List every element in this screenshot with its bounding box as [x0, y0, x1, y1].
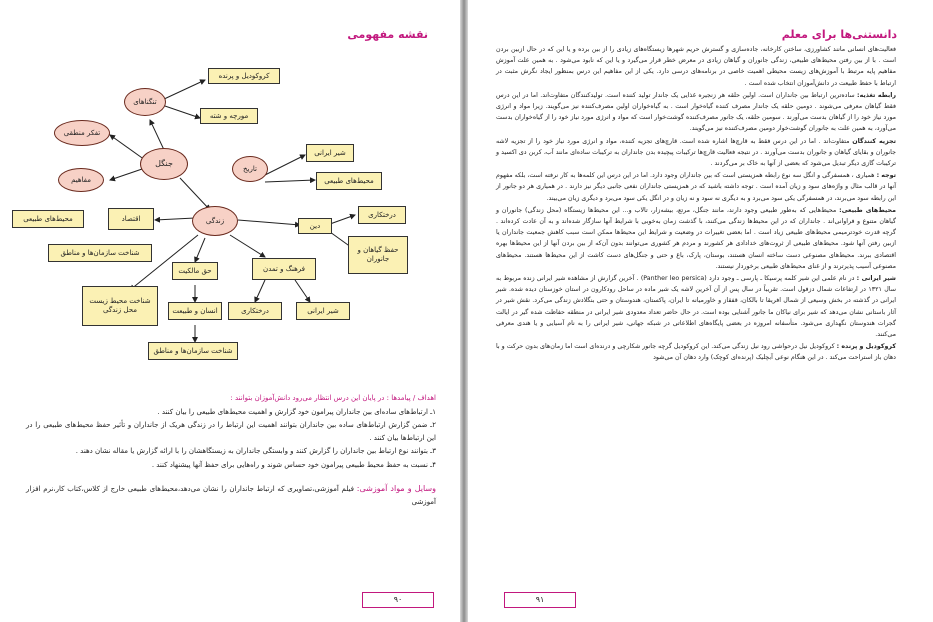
node-economy: اقتصاد	[108, 208, 154, 230]
node-history: تاریخ	[232, 156, 268, 182]
note-paragraph	[496, 90, 896, 135]
note-lead: تجزیه کنندگان	[852, 137, 896, 145]
node-fences: تنگناهای	[124, 88, 166, 116]
node-religion: دین	[298, 218, 332, 234]
note-lead: شیر ایرانی :	[856, 275, 896, 283]
node-crocodile: کروکودیل و پرنده	[208, 68, 280, 84]
concept-map-title: نقشه مفهومی	[347, 28, 428, 41]
note-text: در نام علمی این شیر کلمه پرسیکا ـ پارسی ـ وجود دارد (Panther leo persica) . آخرین گزارش از مشاهده شیر ایرانی زنده مربوط به سال ۱۳۲۱ در ارتفاعات شمال دزفول است. تقریباً در سال پس از آن آخرین لاشه یک شیر ماده در ساحل رودکارون در استان خوزستان دیده شده. شیر ایرانی در گذشته در بخش وسیعی از شمال افریقا تا بالکان، قفقاز و خاورمیانه تا ایران، پاکستان، هندوستان و حتی بنگلادش زندگی می‌کرد. نقش شیر در آثار باستانی نشان می‌دهد که شیر برای نیاکان ما جانور آشنایی بوده است. در حال حاضر تعداد معدودی شیر ایرانی در منطقه حفاظت شده گیر در ایالت گجرات هندوستان نگهداری می‌شود. متأسفانه امروزه در بعضی پایگاه‌های اطلاعاتی در شبکه جهانی، شیر ایرانی را به نام آسیایی و یا هندی معرفی می‌کنند.	[496, 275, 896, 339]
note-text: متفاوت‌اند . اما در این درس فقط به قارچ‌ها اشاره شده است. قارچ‌های تجزیه کننده، مواد و انرژی مورد نیاز خود را از تجزیه لاشه جانوران و بقایای گیاهان و جانوران بدست می‌آورند . در نتیجه فعالیت قارچ‌ها ترکیبات پیچیده بدن جانداران به ترکیبات ساده‌ای مانند آب، کربن دی اکسید و ترکیبات گازی دیگر تبدیل می‌شود که بعضی از آنها به خاک بر می‌گردند .	[496, 137, 896, 168]
node-environments-a: محیط‌های طبیعی	[12, 210, 84, 228]
node-protect-plants: حفظ گیاهان و جانوران	[348, 236, 408, 274]
teacher-notes-body	[496, 44, 896, 365]
note-text: فعالیت‌های انسانی مانند کشاورزی، ساختن کارخانه، جاده‌سازی و گسترش حریم شهرها زیستگاه‌های زیادی را از بین برده و یا این که در حال ازبین بردن است . با از بین رفتن محیط‌های طبیعی، زندگی جانوران و گیاهان زیادی در معرض خطر قرار می‌گیرد و یا این که نابود می‌شود . به همین علت آموزش مفاهیم پایه مرتبط با آموزش‌های زیست محیطی اهمیت خاصی در برنامه‌های درسی دارد. یکی از این مفاهیم این درس بمنظور ایجاد نگرش مثبت در ارتباط با حفظ طبیعت در دانش‌آموزان انتخاب شده است .	[496, 46, 896, 87]
objectives-heading: اهداف / پیامدها : در پایان این درس انتظار می‌رود دانش‌آموزان بتوانند :	[230, 394, 436, 402]
objective-item: ۲ـ ضمن گزارش ارتباط‌های ساده بین جانداران بتوانند اهمیت این ارتباط را در زندگی هریک از جانداران و تأثیر حفظ محیط‌های طبیعی را در این ارتباط‌ها بیان کنند .	[26, 421, 436, 442]
node-concepts: مفاهیم	[58, 168, 104, 192]
node-ant-tree: مورچه و شته	[200, 108, 258, 124]
note-paragraph	[496, 341, 896, 363]
node-protect-orgs-b: شناخت سازمان‌ها و مناطق	[148, 342, 238, 360]
node-environments-b: محیط‌های طبیعی	[316, 172, 382, 190]
note-text: ساده‌ترین ارتباط بین جانداران است. اولین حلقه هر زنجیره غذایی یک جاندار تولید کننده است. تولیدکنندگان متفاوت‌اند. اما در این درس فقط گیاهان معرفی می‌شوند . دومین حلقه یک جاندار مصرف کننده گیاه‌خوار است . به گیاه‌خواران اولین مصرف‌کننده نیز می‌گویند. زیرا مواد و انرژی مورد نیاز خود را از گیاهان بدست می‌آورند . سومین حلقه، یک جانور مصرف‌کننده گوشت‌خوار است که مواد و انرژی مورد نیاز خود را از گیاه‌خواران بدست می‌آورد، به همین علت به جانوران گوشت‌خوار دومین مصرف‌کننده نیز می‌گویند.	[496, 91, 896, 133]
node-culture: فرهنگ و تمدن	[252, 258, 316, 280]
note-text: همیاری ، همسفرگی و انگل سه نوع رابطه همزیستی است که بین جانداران وجود دارد. اما در این درس این کلمه‌ها به کار نرفته است، بلکه مفهوم آنها در قالب مثال و واژه‌های سود و زیان آمده است . توجه داشته باشید که در همزیستی جانداران نفعی جانبی دیگر نیز دارند . در همیاری هر دو جانور از این رابطه سود می‌برند، در همسفرگی یکی سود می‌برد و به دیگری نه سود و نه زیان و در انگل یکی سود می‌برد و دیگری زیان می‌بیند.	[496, 172, 896, 202]
note-paragraph	[496, 44, 896, 89]
node-tree-planting-a: درختکاری	[358, 206, 406, 224]
note-text: محیط‌هایی که به‌طور طبیعی وجود دارند، مانند جنگل، مرتع، بیشه‌زار، تالاب و... این محیط‌ها زیستگاه (محل زندگی) جانوران و گیاهان متنوع و فراوانی‌اند . جانداران که در این محیط‌ها زندگی می‌کنند، با گذشت زمان به‌خوبی با شرایط آنها سازگار شده‌اند و به آن عادت کرده‌اند . گرچه قدرت خودترمیمی محیط‌های طبیعی زیاد است . اما بعضی تغییرات در وضعیت و شرایط این محیط‌ها ممکن است سبب کاهش جمعیت جانداران یا ازبین رفتن آنها شود. محیط‌های طبیعی از ثروت‌های خدادادی هر کشورند و مردم هر کشوری می‌توانند بدون آن‌که از بین بردن آنها از این محیط‌ها بهره اقتصادی ببرند. محیط‌های مصنوعی دست ساخته انسان هستند، بوستان، پارک، باغ و حتی و جنگل‌های دست کاشت از این محیط‌ها هستند. محیط‌های مصنوعی آسیب پذیرترند و از غنای محیط‌های طبیعی برخوردار نیستند.	[496, 206, 896, 270]
materials-text: فیلم آموزشی،تصاویری که ارتباط جانداران را نشان می‌دهد،محیط‌های طبیعی خارج از کلاس،کتاب کار،نرم افزار آموزشی	[26, 485, 436, 506]
node-group-thinking: تفکر منطقی	[54, 120, 110, 146]
objectives-block	[26, 392, 436, 509]
page-number-right: ۹۱	[504, 592, 576, 608]
note-lead: رابطه تغذیه:	[857, 91, 896, 99]
note-lead: توجه :	[876, 172, 896, 180]
node-iran-lion-b: شیر ایرانی	[296, 302, 350, 320]
materials-label: وسایل و مواد آموزشی:	[356, 484, 436, 493]
note-text: کروکودیل نیل درحواشی رود نیل زندگی می‌کند. این کروکودیل گرچه جانور شکارچی و درنده‌ای است اما زمان‌های بدون حرکت و با دهان باز استراحت می‌کند . در این هنگام نوعی آبچلیک (پرنده‌ای کوچک) وارد دهان آن می‌شود	[496, 343, 896, 362]
page-number-left: ۹۰	[362, 592, 434, 608]
node-iran-lion: شیر ایرانی	[306, 144, 354, 162]
node-tree-planting-b: درختکاری	[228, 302, 282, 320]
note-paragraph	[496, 136, 896, 170]
node-protect-orgs-a: شناخت سازمان‌ها و مناطق	[48, 244, 152, 262]
left-page	[0, 0, 460, 622]
node-life: زندگی	[192, 206, 238, 236]
book-gutter	[460, 0, 468, 622]
node-jungle: جنگل	[140, 148, 188, 180]
note-paragraph	[496, 205, 896, 272]
objective-item: ۳ـ بتوانند نوع ارتباط بین جانداران را گزارش کنند و وابستگی جانداران به زیستگاهشان را با ارائه گزارش یا مقاله نشان دهند .	[75, 447, 436, 455]
objective-item: ۱ـ ارتباط‌های ساده‌ای بین جانداران پیرامون خود گزارش و اهمیت محیط‌های طبیعی را بیان کنند .	[157, 407, 436, 416]
node-living-env: شناخت محیط زیست محل زندگی	[82, 286, 158, 326]
concept-map-connectors	[0, 40, 460, 370]
note-lead: کروکودیل و پرنده :	[836, 343, 896, 351]
materials-paragraph	[26, 483, 436, 508]
node-human-nature: انسان و طبیعت	[168, 302, 222, 320]
right-page	[468, 0, 933, 622]
objective-item: ۴ـ نسبت به حفظ محیط طبیعی پیرامون خود حساس شوند و راه‌هایی برای حفظ آنها پیشنهاد کنند .	[151, 460, 436, 469]
node-ownership: حق مالکیت	[172, 262, 218, 280]
teacher-notes-title: دانستنی‌ها برای معلم	[781, 28, 897, 41]
note-paragraph	[496, 170, 896, 204]
note-lead: محیط‌های طبیعی:	[839, 206, 896, 214]
note-paragraph	[496, 273, 896, 340]
